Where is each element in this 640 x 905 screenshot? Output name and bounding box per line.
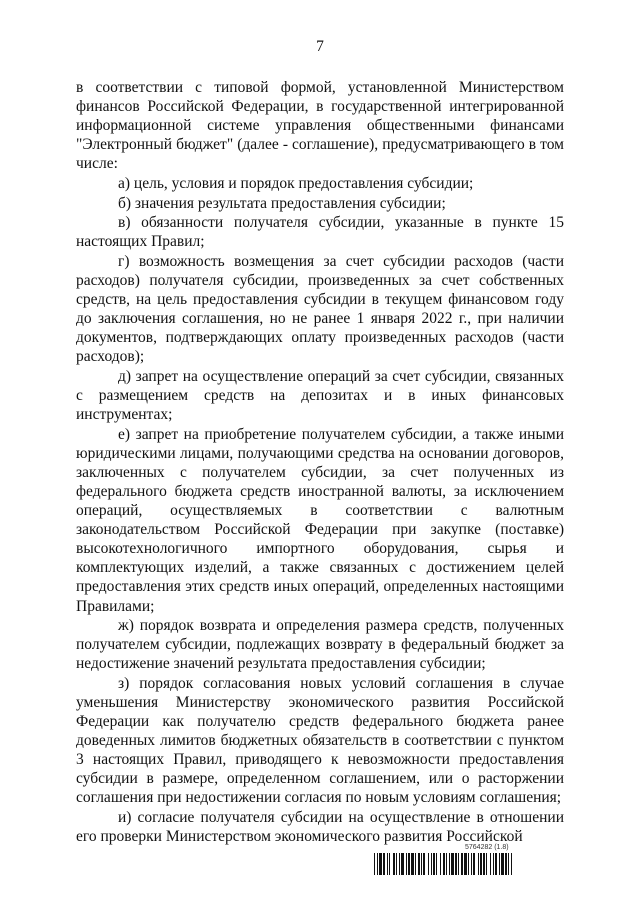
- barcode-bar: [468, 853, 469, 875]
- barcode-bar: [490, 853, 491, 875]
- barcode-bar: [446, 853, 447, 875]
- barcode-bar: [401, 853, 404, 875]
- barcode-bar: [436, 853, 437, 875]
- barcode-bar: [387, 853, 388, 875]
- barcode-bar: [411, 853, 414, 875]
- document-body: [76, 78, 564, 847]
- item-d-paragraph: д) запрет на осуществление операций за счет субсидии, связанных с размещением средств на депозитах и в иных финансовых инструментах;: [76, 367, 564, 424]
- barcode-bar: [428, 853, 429, 875]
- item-e-paragraph: е) запрет на приобретение получателем субсидии, а также иными юридическими лицами, получающими средства на основании договоров, заключенных с получателем субсидии, за счет полученных из федерального бюджета средств иностранной валюты, за исключением операций, осуществляемых в соответствии с валютным законодательством Российской Федерации при закупке (поставке) высокотехнологичного импортного оборудования, сырья и комплектующих изделий, а также связанных с достижением целей предоставления этих средств иных операций, определенных настоящими Правилами;: [76, 425, 564, 615]
- barcode-bar: [486, 853, 487, 875]
- barcode-bar: [473, 853, 475, 875]
- item-i-paragraph: и) согласие получателя субсидии на осуществление в отношении его проверки Министерством экономического развития Российской: [76, 809, 564, 846]
- barcode-bar: [377, 853, 378, 875]
- barcode-bar: [374, 853, 375, 875]
- item-a-paragraph: а) цель, условия и порядок предоставления субсидии;: [118, 174, 474, 192]
- item-z-paragraph: з) порядок согласования новых условий соглашения в случае уменьшения Министерству экономического развития Российской Федерации как получателю средств федерального бюджета ранее доведенных лимитов бюджетных обязательств в соответствии с пунктом 3 настоящих Правил, приводящего к невозможности предоставления субсидии в размере, определенном соглашением, или о расторжении соглашения при недостижении согласия по новым условиям соглашения;: [76, 674, 564, 807]
- barcode-bar: [480, 853, 482, 875]
- barcode-bar: [379, 853, 382, 875]
- barcode-bar: [493, 853, 494, 875]
- barcode-bar: [399, 853, 400, 875]
- barcode-bar: [408, 853, 410, 875]
- intro-paragraph: в соответствии с типовой формой, установленной Министерством финансов Российской Федерации, в государственной интегрированной информационной системе управления общественными финансами "Электронный бюджет" (далее - соглашение), предусматривающего в том числе:: [76, 79, 564, 173]
- barcode-bar: [421, 853, 422, 875]
- barcode-bar: [478, 853, 479, 875]
- item-b-paragraph: б) значения результата предоставления субсидии;: [118, 194, 446, 212]
- barcode-bar: [495, 853, 497, 875]
- barcode-bar: [451, 853, 454, 875]
- barcode-bar: [393, 853, 395, 875]
- barcode-bar: [415, 853, 416, 875]
- item-v-paragraph: в) обязанности получателя субсидии, указанные в пункте 15 настоящих Правил;: [76, 214, 564, 251]
- barcode-bar: [499, 853, 500, 875]
- barcode-bar: [508, 853, 509, 875]
- barcode-bar: [443, 853, 445, 875]
- page-number: 7: [316, 38, 324, 55]
- barcode-image: [374, 853, 564, 875]
- barcode-bar: [423, 853, 425, 875]
- barcode-bar: [418, 853, 420, 875]
- barcode-bar: [464, 853, 467, 875]
- barcode-bar: [396, 853, 397, 875]
- item-zh-paragraph: ж) порядок возврата и определения размера средств, полученных получателем субсидии, подлежащих возврату в федеральный бюджет за недостижение значений результата предоставления субсидии;: [76, 617, 564, 673]
- barcode-bar: [433, 853, 435, 875]
- barcode-bar: [511, 853, 512, 875]
- barcode-bar: [455, 853, 457, 875]
- barcode-bar: [458, 853, 459, 875]
- barcode-bar: [431, 853, 432, 875]
- barcode-bar: [461, 853, 463, 875]
- barcode-bar: [406, 853, 407, 875]
- barcode-bar: [383, 853, 385, 875]
- barcode-bar: [389, 853, 390, 875]
- barcode-bar: [449, 853, 450, 875]
- item-g-paragraph: г) возможность возмещения за счет субсидии расходов (части расходов) получателя субсидии, произведенных за счет собственных средств, на цель предоставления субсидии в текущем финансовом году до заключения соглашения, но не ранее 1 января 2022 г., при наличии документов, подтверждающих оплату произведенных расходов (части расходов);: [76, 252, 564, 366]
- barcode-bar: [501, 853, 504, 875]
- barcode-bar: [440, 853, 441, 875]
- barcode-bar: [483, 853, 485, 875]
- barcode-bar: [505, 853, 507, 875]
- barcode-bar: [471, 853, 472, 875]
- document-code: 5764282 (1.8): [465, 844, 509, 851]
